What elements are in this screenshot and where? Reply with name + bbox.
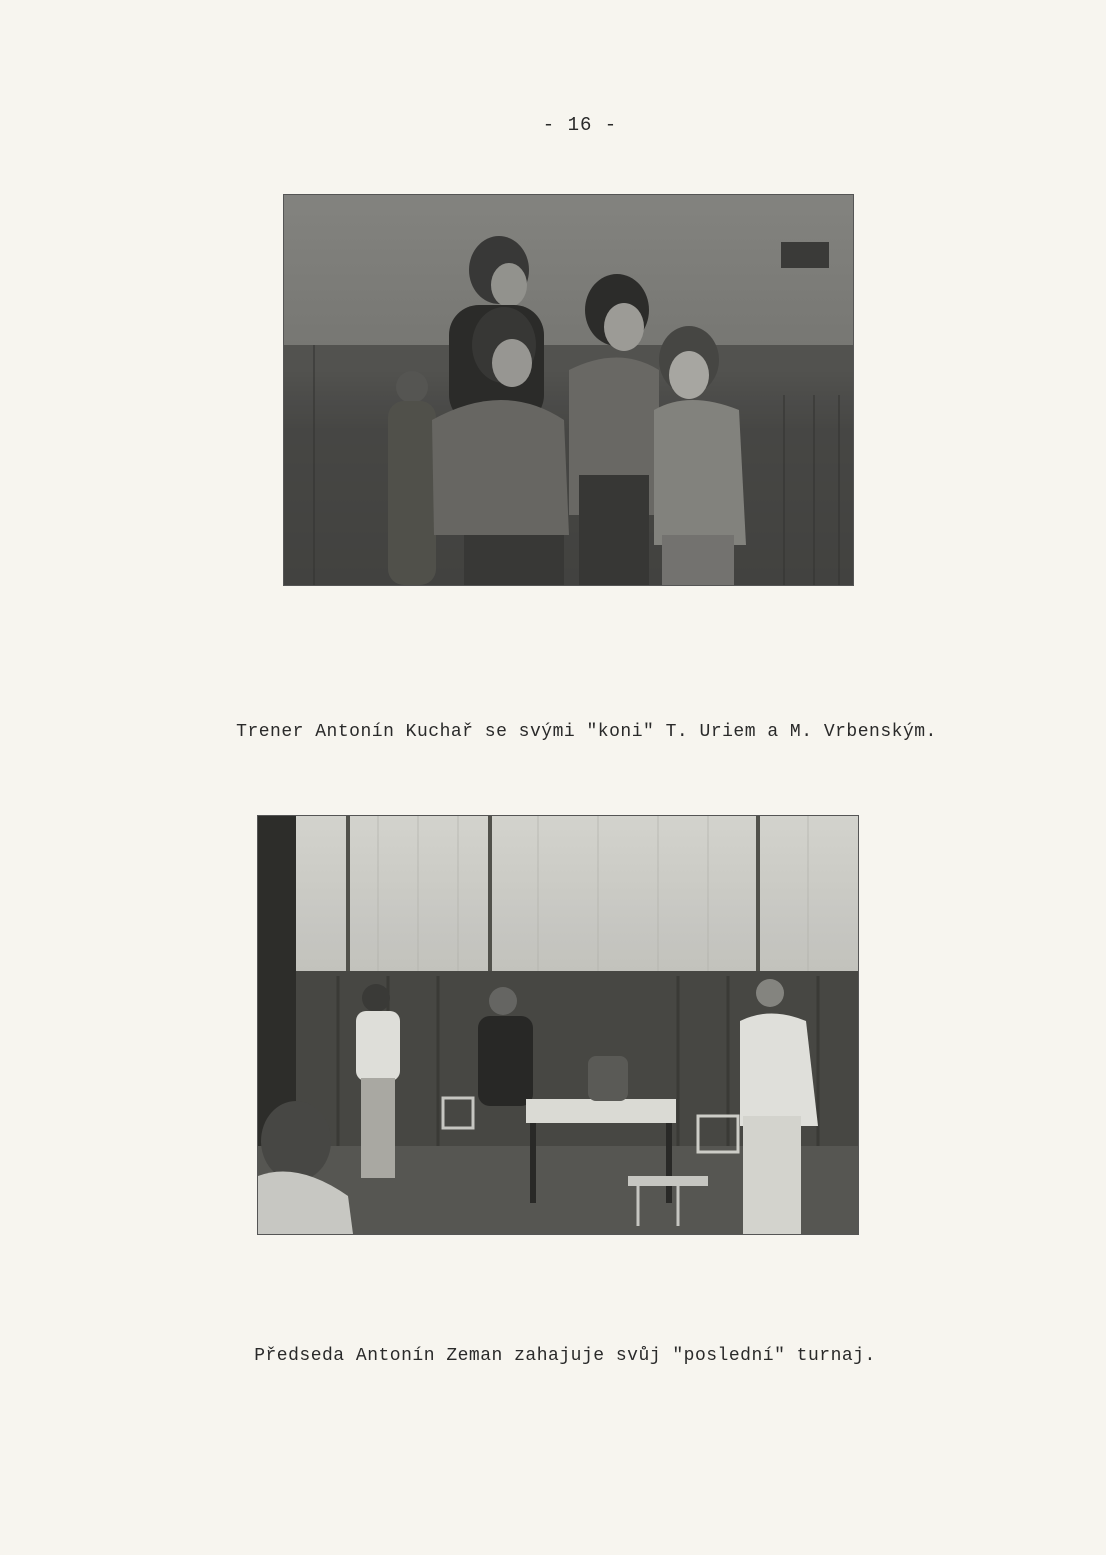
photo-chairman-opening <box>257 815 859 1235</box>
photo-caption-2: Předseda Antonín Zeman zahajuje svůj "poslední" turnaj. <box>254 1346 876 1366</box>
page-number: - 16 - <box>542 114 618 136</box>
photo-coach-with-players <box>283 194 854 586</box>
photo-caption-1: Trener Antonín Kuchař se svými "koni" T. Uriem a M. Vrbenským. <box>236 722 937 742</box>
